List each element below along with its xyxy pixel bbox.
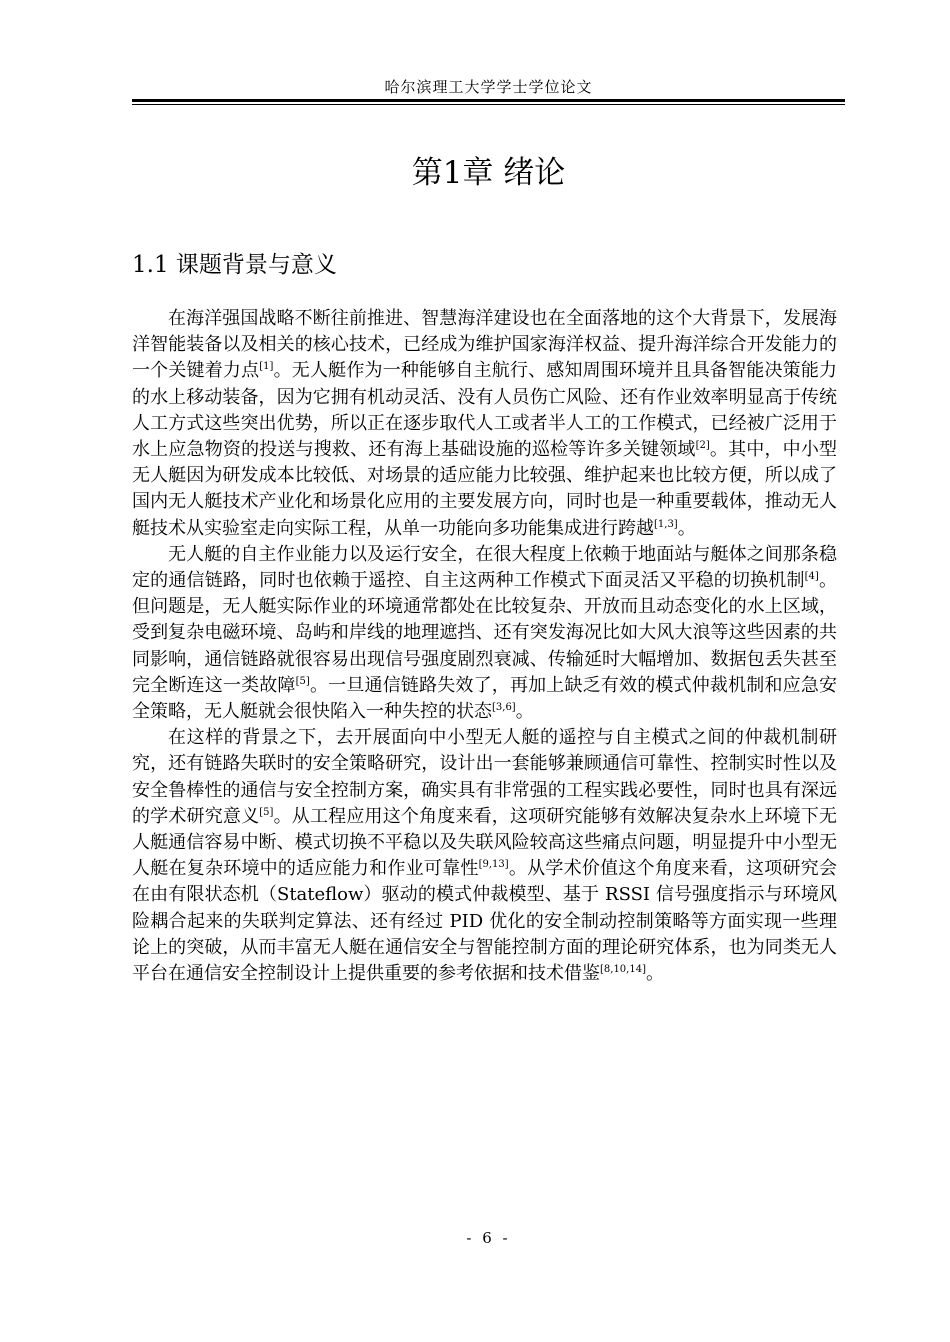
body-text <box>132 306 837 987</box>
paragraph <box>132 542 837 725</box>
text-run: 。一旦通信链路失效了，再加上缺乏有效的模式仲裁机制和应急安全策略，无人艇就会很快陷入一种失控的状态 <box>132 674 838 723</box>
citation: [5] <box>295 675 310 687</box>
text-run: 。从学术价值这个角度来看，这项研究会在由有限状态机（Stateflow）驱动的模式仲裁模型、基于 RSSI 信号强度指示与环境风险耦合起来的失联判定算法、还有经过 PID 优化的安全制动控制策略等方面实现一些理论上的突破，从而丰富无人艇在通信安全与智能控制方面的理论研究体系，也为同类无人平台在通信安全控制设计上提供重要的参考依据和技术借鉴 <box>132 858 838 985</box>
paragraph <box>132 725 837 987</box>
citation: [1,3] <box>654 518 678 530</box>
chapter-title: 第1章 绪论 <box>411 155 566 191</box>
paragraph <box>132 306 837 542</box>
text-run: 。 <box>677 517 696 539</box>
text-run: 无人艇的自主作业能力以及运行安全，在很大程度上依赖于地面站与艇体之间那条稳定的通信链路，同时也依赖于遥控、自主这两种工作模式下面灵活又平稳的切换机制 <box>132 543 837 592</box>
citation: [9,13] <box>478 859 509 871</box>
running-header: 哈尔滨理工大学学士学位论文 <box>384 78 593 96</box>
citation: [4] <box>804 571 819 583</box>
citation: [8,10,14] <box>600 964 646 976</box>
text-run: 。无人艇作为一种能够自主航行、感知周围环境并且具备智能决策能力的水上移动装备，因为它拥有机动灵活、没有人员伤亡风险、还有作业效率明显高于传统人工方式这些突出优势，所以正在逐步取代人工或者半人工的工作模式，已经被广泛用于水上应急物资的投送与搜救、还有海上基础设施的巡检等许多关键领域 <box>132 360 838 461</box>
text-run: 。 <box>645 963 664 985</box>
header-rule-thin <box>132 104 845 105</box>
citation: [1] <box>259 361 274 373</box>
text-run: 在海洋强国战略不断往前推进、智慧海洋建设也在全面落地的这个大背景下，发展海洋智能装备以及相关的核心技术，已经成为维护国家海洋权益、提升海洋综合开发能力的一个关键着力点 <box>132 308 837 382</box>
text-run: 。其中，中小型无人艇因为研发成本比较低、对场景的适应能力比较强、维护起来也比较方便，所以成了国内无人艇技术产业化和场景化应用的主要发展方向，同时也是一种重要载体，推动无人艇技术从实验室走向实际工程，从单一功能向多功能集成进行跨越 <box>132 439 838 539</box>
text-run: 。但问题是，无人艇实际作业的环境通常都处在比较复杂、开放而且动态变化的水上区域，受到复杂电磁环境、岛屿和岸线的地理遮挡、还有突发海况比如大风大浪等这些因素的共同影响，通信链路就很容易出现信号强度剧烈衰减、传输延时大幅增加、数据包丢失甚至完全断连这一类故障 <box>132 570 838 696</box>
text-run: 。从工程应用这个角度来看，这项研究能够有效解决复杂水上环境下无人艇通信容易中断、模式切换不平稳以及失联风险较高这些痛点问题，明显提升中小型无人艇在复杂环境中的适应能力和作业可靠性 <box>132 805 838 880</box>
section-title: 1.1 课题背景与意义 <box>132 252 337 278</box>
text-run: 。 <box>515 701 534 723</box>
page-number: - 6 - <box>466 1229 511 1247</box>
citation: [2] <box>695 440 710 452</box>
text-run: 在这样的背景之下，去开展面向中小型无人艇的遥控与自主模式之间的仲裁机制研究，还有链路失联时的安全策略研究，设计出一套能够兼顾通信可靠性、控制实时性以及安全鲁棒性的通信与安全控制方案，确实具有非常强的工程实践必要性，同时也具有深远的学术研究意义 <box>132 727 837 827</box>
header-rule-thick <box>132 99 845 102</box>
citation: [3,6] <box>492 702 516 714</box>
citation: [5] <box>259 806 274 818</box>
